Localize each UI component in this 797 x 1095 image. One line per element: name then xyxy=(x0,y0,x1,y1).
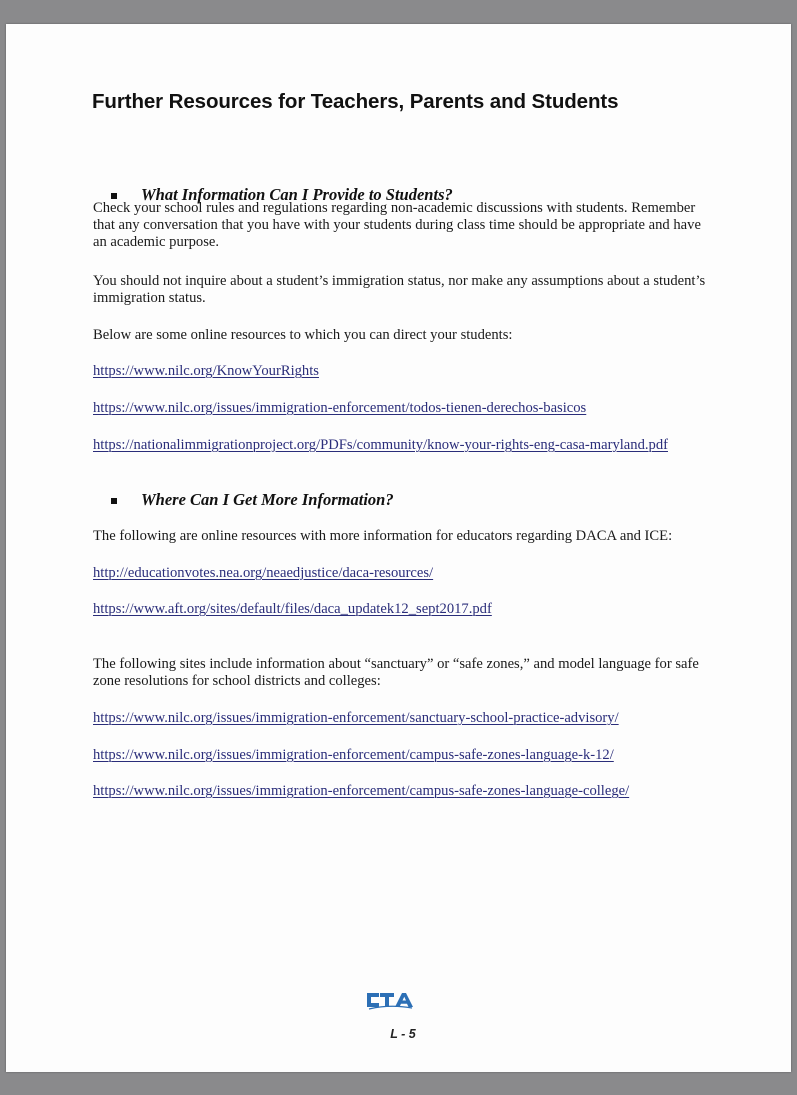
square-bullet-icon xyxy=(111,498,117,504)
cta-logo-icon xyxy=(365,989,415,1011)
document-page xyxy=(6,24,791,1072)
link-casa-maryland-pdf[interactable]: https://nationalimmigrationproject.org/PDFs/community/know-your-rights-eng-casa-maryland.pdf xyxy=(93,437,668,453)
link-safe-zones-k12[interactable]: https://www.nilc.org/issues/immigration-enforcement/campus-safe-zones-language-k-12/ xyxy=(93,747,614,763)
link-nea-daca-resources[interactable]: http://educationvotes.nea.org/neaedjustice/daca-resources/ xyxy=(93,565,434,581)
paragraph-safe-zones: The following sites include information about “sanctuary” or “safe zones,” and model language for safe zone resolutions for school districts and colleges: xyxy=(93,656,699,689)
paragraph-immigration-status: You should not inquire about a student’s immigration status, nor make any assumptions about a student’s immigration status. xyxy=(93,273,706,306)
square-bullet-icon xyxy=(111,193,117,199)
cta-logo xyxy=(365,989,415,1016)
section-heading-more-info xyxy=(111,490,394,510)
link-know-your-rights[interactable]: https://www.nilc.org/KnowYourRights xyxy=(93,363,319,379)
section-heading-text: Where Can I Get More Information? xyxy=(141,490,394,509)
paragraph-daca-ice-resources: The following are online resources with more information for educators regarding DACA and ICE: xyxy=(93,528,673,544)
page-title: Further Resources for Teachers, Parents and Students xyxy=(92,90,619,113)
link-safe-zones-college[interactable]: https://www.nilc.org/issues/immigration-enforcement/campus-safe-zones-language-college/ xyxy=(93,783,630,799)
page-number: L - 5 xyxy=(390,1027,416,1041)
paragraph-online-resources: Below are some online resources to which you can direct your students: xyxy=(93,327,513,343)
link-todos-tienen-derechos[interactable]: https://www.nilc.org/issues/immigration-enforcement/todos-tienen-derechos-basicos xyxy=(93,400,587,416)
link-sanctuary-school-advisory[interactable]: https://www.nilc.org/issues/immigration-enforcement/sanctuary-school-practice-advisory/ xyxy=(93,710,619,726)
link-aft-daca-pdf[interactable]: https://www.aft.org/sites/default/files/daca_updatek12_sept2017.pdf xyxy=(93,601,492,617)
section-heading-text: What Information Can I Provide to Students? xyxy=(141,185,453,204)
paragraph-school-rules: Check your school rules and regulations regarding non-academic discussions with students. Remember that any conversation that you have with your students during class time should be appropriate and have an academic purpose. xyxy=(93,200,701,250)
